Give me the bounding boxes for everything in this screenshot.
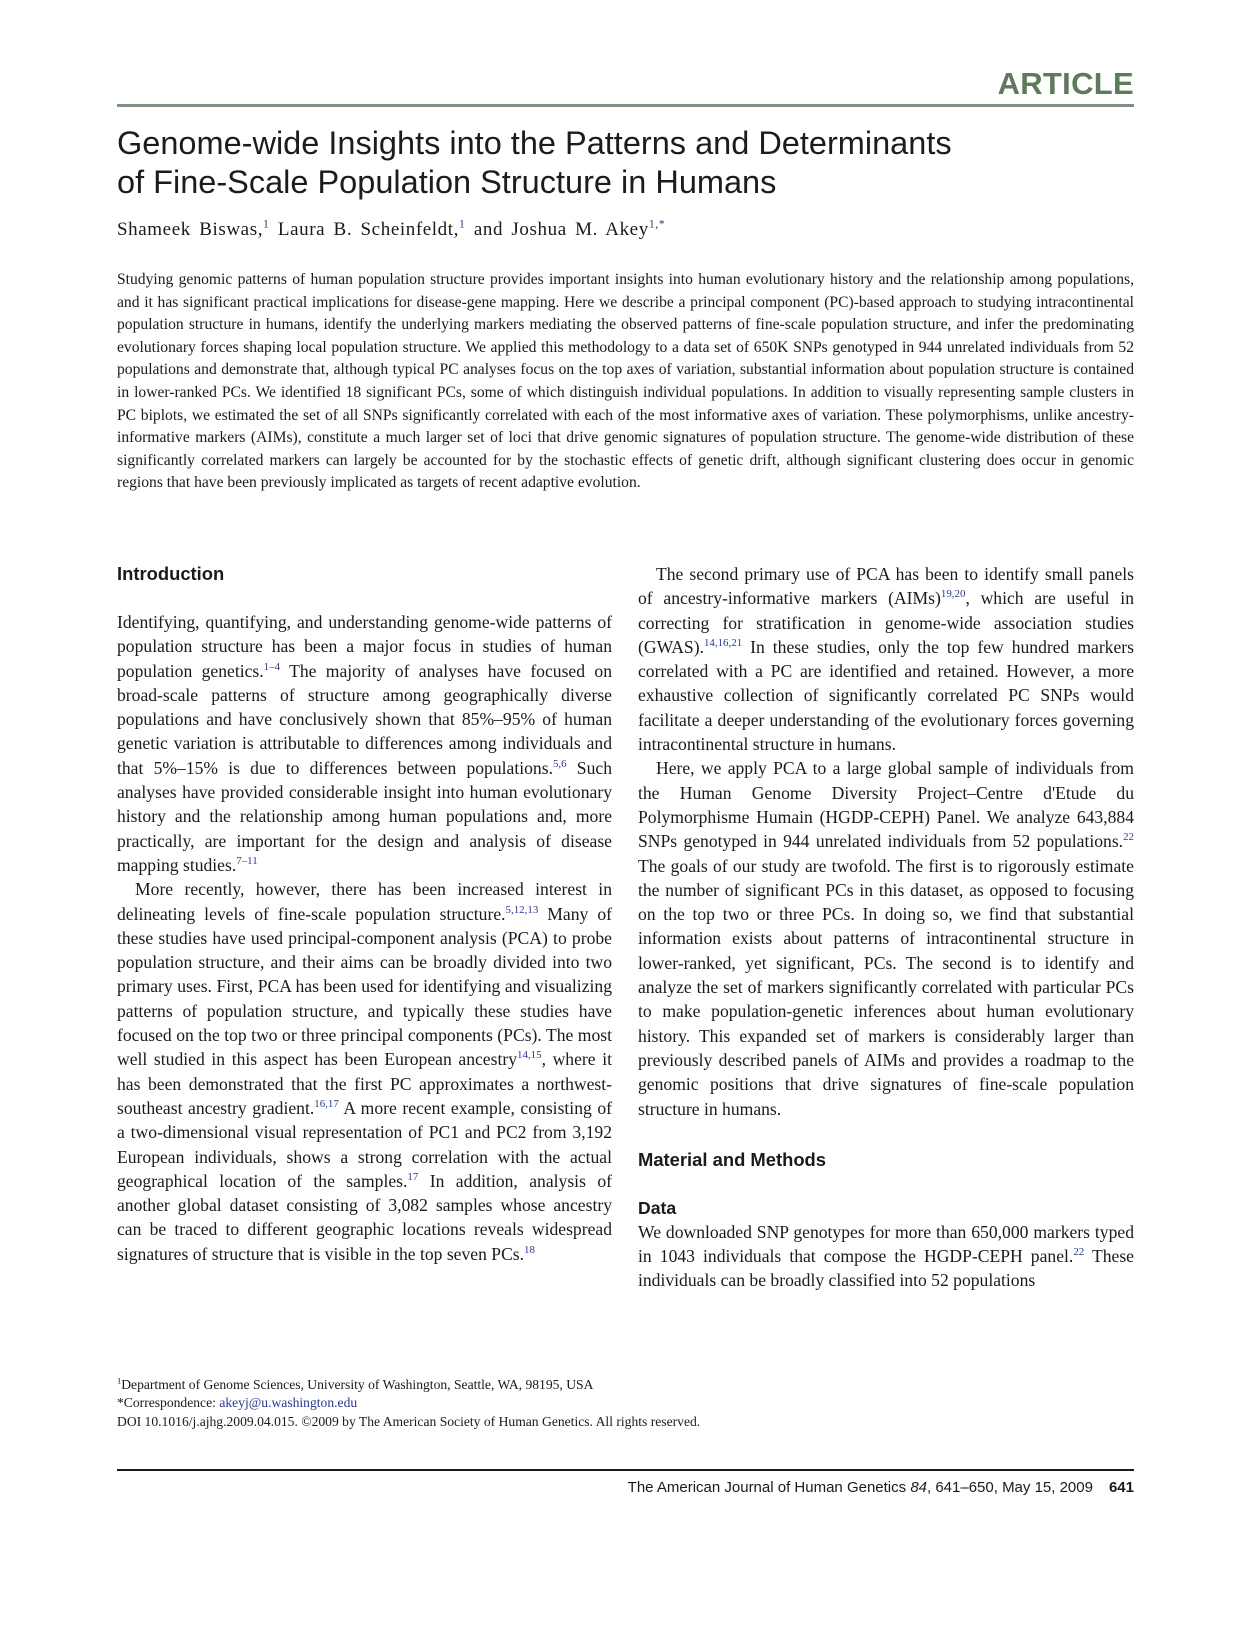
paragraph-text: , where it has been demonstrated that the first PC approximates a northwest-southeast ancestry gradient. [117, 1049, 613, 1118]
intro-paragraph-1 [117, 610, 612, 877]
paragraph-text: The second primary use of PCA has been to identify small panels of ancestry-informative markers (AIMs) [638, 564, 1134, 609]
paragraph-text: A more recent example, consisting of a two-dimensional visual representation of PC1 and PC2 from 3,192 European individuals, shows a strong correlation with the actual geographical location of the samples. [117, 1097, 612, 1191]
citation-link[interactable]: 22 [1073, 1246, 1085, 1259]
journal-name: The American Journal of Human Genetics [627, 1479, 911, 1496]
author-name: and Joshua M. Akey [473, 219, 649, 240]
paragraph-text: Such analyses have provided considerable insight into human evolutionary history and the relationship among human populations and, more practically, are important for the design and analysis of disease mapping studies. [117, 757, 612, 875]
paragraph-text: More recently, however, there has been increased interest in delineating levels of fine-scale population structure. [117, 879, 612, 924]
footer-rule [117, 1469, 1134, 1471]
page-number: 641 [1108, 1479, 1134, 1496]
citation-link[interactable]: 14,16,21 [703, 637, 743, 650]
paragraph-text: Many of these studies have used principal-component analysis (PCA) to probe population structure, and their aims can be broadly divided into two primary uses. First, PCA has been used for identifying and visualizing patterns of population structure, and typically these studies have focused on the top two or three principal components (PCs). The most well studied in this aspect has been European ancestry [117, 903, 613, 1070]
paragraph-text: In these studies, only the top few hundred markers correlated with a PC are identified and retained. However, a more exhaustive collection of significantly correlated PC SNPs would facilitate a deeper understanding of the evolutionary forces governing intracontinental structure in humans. [638, 636, 1134, 755]
intro-paragraph-2 [117, 877, 612, 1266]
citation-link[interactable]: 1–4 [263, 660, 281, 673]
article-title [117, 124, 1017, 202]
author-name: Laura B. Scheinfeldt, [277, 219, 459, 240]
paragraph-text: Here, we apply PCA to a large global sample of individuals from the Human Genome Diversity Project–Centre d'Etude du Polymorphisme Humain (HGDP-CEPH) Panel. We analyze 643,884 SNPs genotyped in 944 unrelated individuals from 52 populations. [638, 758, 1134, 852]
intro-paragraph-3 [638, 562, 1134, 756]
citation-link[interactable]: 19,20 [940, 588, 966, 601]
header-rule [117, 104, 1134, 107]
correspondence-footnote [117, 1394, 1134, 1412]
article-type-label: ARTICLE [997, 66, 1134, 101]
intro-paragraph-4 [638, 756, 1134, 1120]
correspondence-label: *Correspondence: [117, 1395, 220, 1411]
affiliation-marker: 1 [117, 1375, 122, 1386]
methods-paragraph-1 [638, 1220, 1134, 1293]
paragraph-text: We downloaded SNP genotypes for more than 650,000 markers typed in 1043 individuals that compose the HGDP-CEPH panel. [638, 1221, 1134, 1267]
doi-copyright: DOI 10.1016/j.ajhg.2009.04.015. ©2009 by The American Society of Human Genetics. All rights reserved. [117, 1413, 701, 1429]
paragraph-text: , which are useful in correcting for stratification in genome-wide association studies (GWAS). [638, 588, 1134, 657]
citation-link[interactable]: 5,6 [552, 757, 567, 770]
section-heading-introduction: Introduction [117, 563, 225, 584]
section-heading-methods: Material and Methods [638, 1148, 827, 1170]
paragraph-text: Identifying, quantifying, and understanding genome-wide patterns of population structure has been a major focus in studies of human population genetics. [117, 612, 612, 681]
journal-volume: 84 [910, 1479, 927, 1496]
paragraph-text: The majority of analyses have focused on broad-scale patterns of structure among geographically diverse populations and have conclusively shown that 85%–95% of human genetic variation is attributable to differences among individuals and that 5%–15% is due to differences between populations. [117, 660, 612, 778]
correspondence-email-link[interactable]: akeyj@u.washington.edu [219, 1395, 358, 1411]
citation-link[interactable]: 17 [407, 1170, 419, 1183]
author-affiliation-marker[interactable]: 1,* [648, 217, 666, 231]
citation-link[interactable]: 16,17 [314, 1098, 339, 1111]
author-affiliation-marker[interactable]: 1 [263, 217, 270, 231]
subsection-heading-data: Data [638, 1197, 677, 1218]
affiliation-footnote [117, 1376, 1134, 1394]
article-page [117, 0, 1134, 1632]
affiliation-text: Department of Genome Sciences, University of Washington, Seattle, WA, 98195, USA [121, 1377, 594, 1392]
citation-link[interactable]: 18 [524, 1243, 535, 1256]
citation-link[interactable]: 14,15 [517, 1049, 542, 1062]
title-line-2: of Fine-Scale Population Structure in Humans [117, 164, 777, 200]
citation-link[interactable]: 22 [1123, 831, 1134, 844]
paragraph-text: In addition, analysis of another global dataset consisting of 3,082 samples whose ancestry can be traced to different geographic locations reveals widespread signatures of structure that is visible in the top seven PCs. [117, 1170, 612, 1264]
abstract: Studying genomic patterns of human population structure provides important insights into human evolutionary history and the relationship among populations, and it has significant practical implications for disease-gene mapping. Here we describe a principal component (PC)-based approach to studying intracontinental population structure in humans, identify the underlying markers mediating the observed patterns of fine-scale population structure, and infer the predominating evolutionary forces shaping local population structure. We applied this methodology to a data set of 650K SNPs genotyped in 944 unrelated individuals from 52 populations and demonstrate that, although typical PC analyses focus on the top axes of variation, substantial information about population structure is contained in lower-ranked PCs. We identified 18 significant PCs, some of which distinguish individual populations. In addition to visually representing sample clusters in PC biplots, we estimated the set of all SNPs significantly correlated with each of the most informative axes of variation. These polymorphisms, unlike ancestry-informative markers (AIMs), constitute a much larger set of loci that drive genomic signatures of population structure. The genome-wide distribution of these significantly correlated markers can largely be accounted for by the stochastic effects of genetic drift, although significant clustering does occur in genomic regions that have been previously implicated as targets of recent adaptive evolution. [117, 271, 1134, 492]
author-list [117, 219, 665, 241]
citation-link[interactable]: 5,12,13 [505, 903, 539, 916]
paragraph-text: The goals of our study are twofold. The first is to rigorously estimate the number of significant PCs in this dataset, as opposed to focusing on the top two or three PCs. In doing so, we find that substantial information exists about patterns of intracontinental structure in lower-ranked, yet significant, PCs. The second is to identify and analyze the set of markers significantly correlated with particular PCs to make population-genetic inferences about human evolutionary history. This expanded set of markers is considerably larger than previously described panels of AIMs and provides a roadmap to the genomic positions that drive signatures of fine-scale population structure in humans. [638, 855, 1134, 1119]
journal-pages-date: , 641–650, May 15, 2009 [927, 1479, 1093, 1496]
author-affiliation-marker[interactable]: 1 [459, 217, 466, 231]
footnotes [117, 1376, 1134, 1431]
title-line-1: Genome-wide Insights into the Patterns and Determinants [117, 125, 952, 161]
author-name: Shameek Biswas, [117, 219, 264, 240]
right-column [638, 562, 1134, 1293]
paragraph-text: These individuals can be broadly classified into 52 populations [638, 1246, 1134, 1291]
left-column [117, 562, 612, 1266]
citation-link[interactable]: 7–11 [236, 855, 258, 868]
journal-footer [628, 1479, 1134, 1496]
